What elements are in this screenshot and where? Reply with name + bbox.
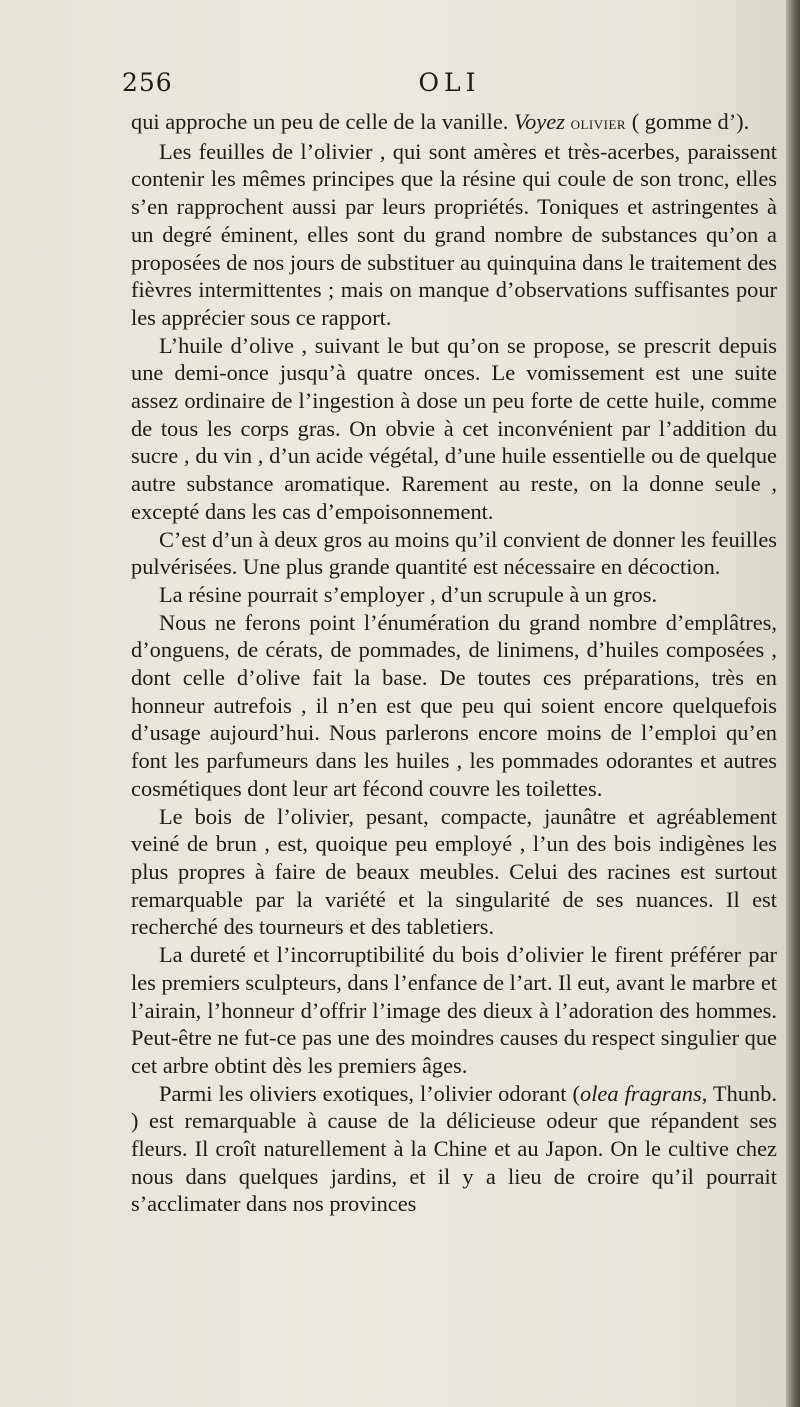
page-body (131, 108, 777, 1218)
paragraph-dosage-leaves: C’est d’un à deux gros au moins qu’il convient de donner les feuilles pulvérisées. Une plus grande quantité est nécessaire en décoction. (131, 526, 777, 580)
paragraph-continuation (131, 108, 777, 138)
paragraph-leaves: Les feuilles de l’olivier , qui sont amères et très-acerbes, paraissent contenir les mêmes principes que la résine qui coule de son tronc, elles s’en rapprochent aussi par leurs propriétés. Toniques et astringentes à un degré éminent, elles sont du grand nombre de substances qu’on a proposées de nos jours de substituer au quinquina dans le traitement des fièvres intermittentes ; mais on manque d’observations suffisantes pour les apprécier sous ce rapport. (131, 138, 777, 330)
voyez-reference: Voyez (513, 109, 565, 134)
paragraph-preparations: Nous ne ferons point l’énumération du grand nombre d’emplâtres, d’onguens, de cérats, de pommades, de linimens, d’huiles composées , dont celle d’olive fait la base. De toutes ces préparations, très en honneur autrefois , il n’en est que peu qui soient encore quelquefois d’usage aujourd’hui. Nous parlerons encore moins de l’emploi qu’en font les parfumeurs dans les huiles , les pommades odorantes et autres cosmétiques dont leur art fécond couvre les toilettes. (131, 609, 777, 801)
page-edge-shadow (786, 0, 800, 1407)
paragraph-resin: La résine pourrait s’employer , d’un scrupule à un gros. (159, 581, 658, 607)
cross-reference-name: olivier (570, 113, 627, 134)
running-head: OLI (418, 68, 481, 97)
paragraph-olive-oil: L’huile d’olive , suivant le but qu’on se propose, se prescrit depuis une demi-once jusqu’à quatre onces. Le vomissement est une suite assez ordinaire de l’ingestion à dose un peu forte de cette huile, comme de tous les corps gras. On obvie à cet inconvénient par l’addition du sucre , du vin , d’un acide végétal, d’une huile essentielle ou de quelque autre substance aromatique. Rarement au reste, on la donne seule , excepté dans les cas d’empoisonnement. (131, 332, 777, 524)
paragraph-text: Parmi les oliviers exotiques, l’olivier odorant ( (159, 1080, 580, 1106)
page-header (122, 68, 777, 104)
paragraph-sculpture: La dureté et l’incorruptibilité du bois d’olivier le firent préférer par les premiers sculpteurs, dans l’enfance de l’art. Il eut, avant le marbre et l’airain, l’honneur d’offrir l’image des dieux à l’adoration des hommes. Peut-être ne fut-ce pas une des moindres causes du respect singulier que cet arbre obtint dès les premiers âges. (131, 942, 777, 1078)
paragraph-wood: Le bois de l’olivier, pesant, compacte, jaunâtre et agréablement veiné de brun , est, quoique peu employé , l’un des bois indigènes les plus propres à faire de beaux meubles. Celui des racines est surtout remarquable par la variété et la singularité de ses nuances. Il est recherché des tourneurs et des tabletiers. (131, 803, 777, 940)
latin-name: olea fragrans (580, 1080, 702, 1106)
paragraph-text: qui approche un peu de celle de la vanille. (131, 109, 509, 134)
page-number: 256 (122, 68, 173, 97)
paragraph-text: , Thunb. ) est remarquable à cause de la délicieuse odeur que répandent ses fleurs. Il croît naturellement à la Chine et au Japon. On le cultive chez nous dans quelques jardins, et il y a lieu de croire qu’il pourrait s’acclimater dans nos provinces (131, 1080, 777, 1217)
cross-reference-tail: ( gomme d’). (631, 109, 750, 134)
paragraph-exotic-olives (131, 1080, 777, 1219)
